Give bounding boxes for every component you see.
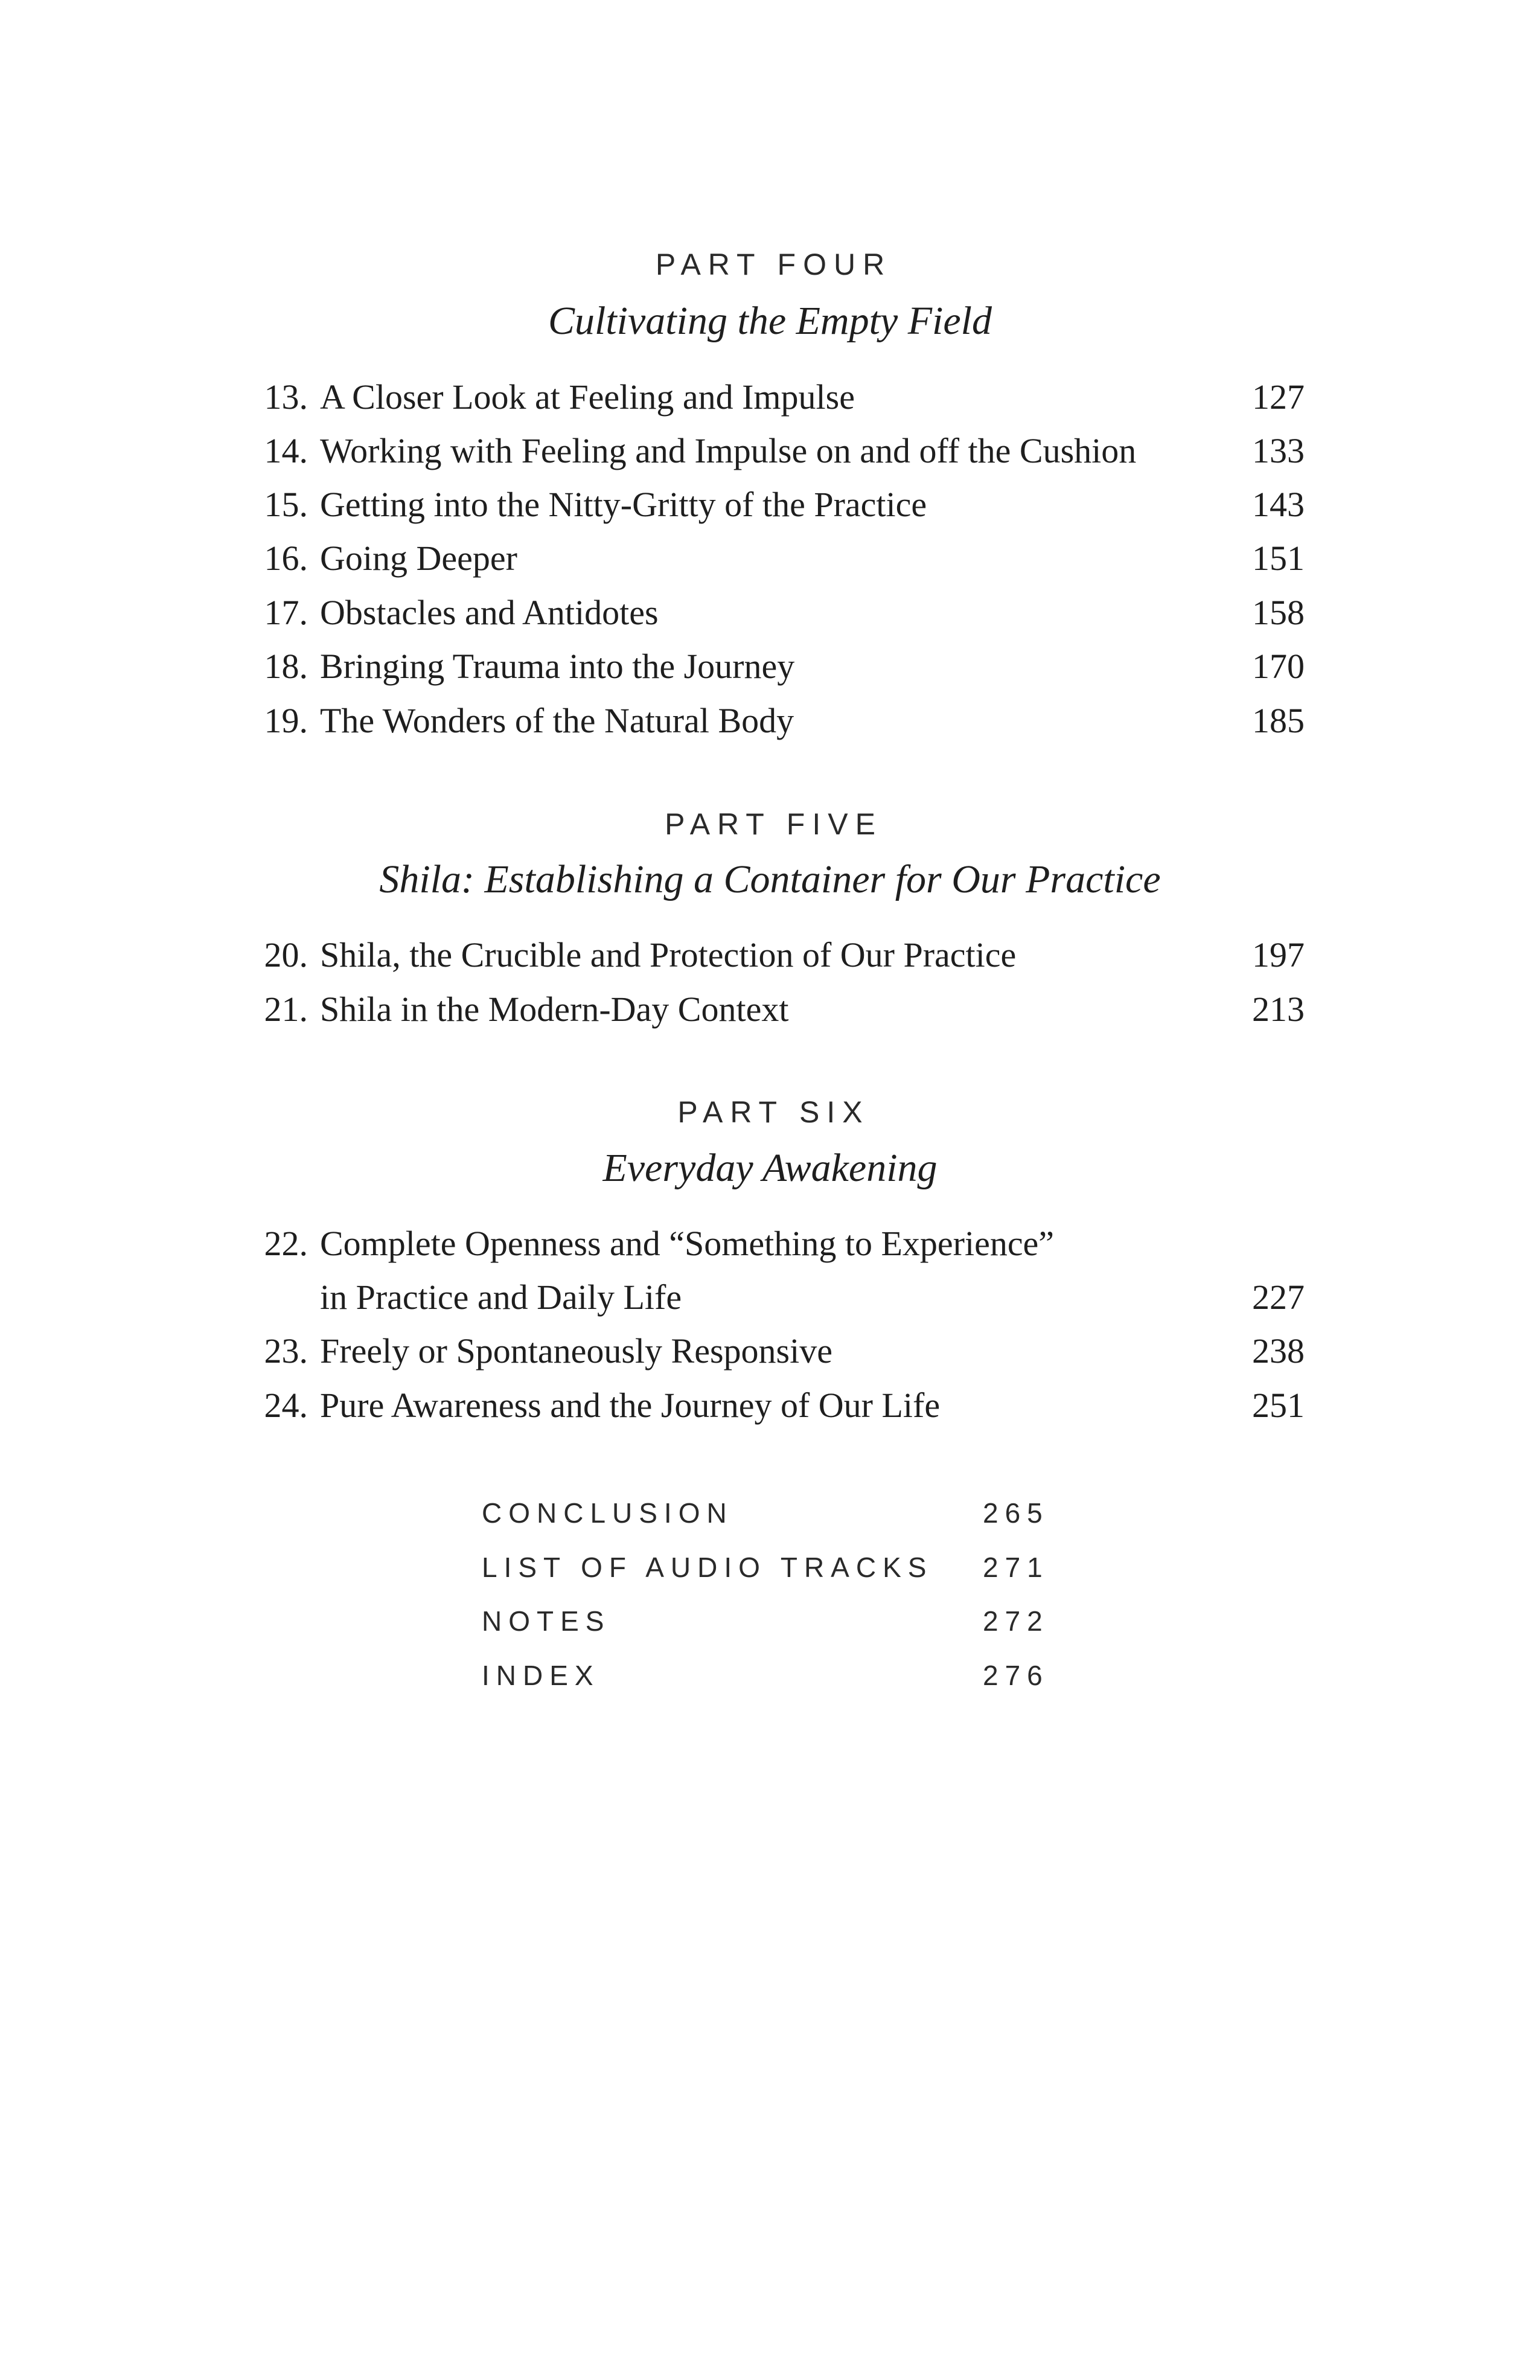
chapter-page-number: 158 [1252, 593, 1305, 632]
chapter-number: 20. [264, 935, 308, 974]
chapter-page-number: 227 [1252, 1278, 1305, 1317]
chapter-page-number: 251 [1252, 1386, 1305, 1425]
back-matter-label: NOTES [482, 1605, 611, 1637]
chapter-number: 14. [264, 431, 308, 470]
chapter-title: A Closer Look at Feeling and Impulse [320, 377, 855, 417]
toc-entry[interactable] [0, 589, 1540, 637]
part-six-label: PART SIX [677, 1095, 870, 1129]
chapter-page-number: 151 [1252, 539, 1305, 578]
chapter-number: 13. [264, 377, 308, 417]
back-matter-label: INDEX [482, 1660, 600, 1691]
toc-entry[interactable] [0, 642, 1540, 691]
chapter-title: The Wonders of the Natural Body [320, 701, 794, 740]
part-five-title: Shila: Establishing a Container for Our Practice [379, 857, 1161, 901]
chapter-title: Getting into the Nitty-Gritty of the Practice [320, 485, 927, 524]
toc-entry[interactable] [0, 697, 1540, 745]
chapter-title: Going Deeper [320, 539, 517, 578]
chapter-page-number: 127 [1252, 377, 1305, 417]
chapter-title: Freely or Spontaneously Responsive [320, 1331, 832, 1371]
part-four-title: Cultivating the Empty Field [548, 299, 992, 343]
toc-entry[interactable] [0, 427, 1540, 475]
chapter-number: 18. [264, 647, 308, 686]
chapter-title: Complete Openness and “Something to Experience” [320, 1224, 1055, 1263]
part-five-label: PART FIVE [665, 807, 883, 841]
chapter-page-number: 197 [1252, 935, 1305, 974]
chapter-title: Shila, the Crucible and Protection of Our Practice [320, 935, 1017, 974]
toc-entry[interactable] [0, 481, 1540, 529]
chapter-number: 16. [264, 539, 308, 578]
back-matter-label: CONCLUSION [482, 1497, 733, 1529]
toc-entry[interactable] [0, 534, 1540, 583]
chapter-title: Obstacles and Antidotes [320, 593, 659, 632]
chapter-page-number: 213 [1252, 990, 1305, 1029]
chapter-number: 15. [264, 485, 308, 524]
back-matter-page: 276 [983, 1660, 1049, 1691]
toc-entry[interactable] [0, 1327, 1540, 1375]
back-matter-label: LIST OF AUDIO TRACKS [482, 1552, 933, 1583]
chapter-page-number: 170 [1252, 647, 1305, 686]
part-four-label: PART FOUR [655, 248, 892, 281]
back-matter-page: 271 [983, 1552, 1049, 1583]
chapter-title: Bringing Trauma into the Journey [320, 647, 795, 686]
chapter-number: 17. [264, 593, 308, 632]
toc-entry-continuation[interactable] [0, 1273, 1540, 1322]
back-matter-entry[interactable] [0, 1546, 1540, 1588]
toc-entry[interactable] [0, 1220, 1540, 1268]
back-matter-entry[interactable] [0, 1654, 1540, 1697]
back-matter-entry[interactable] [0, 1600, 1540, 1642]
chapter-number: 24. [264, 1386, 308, 1425]
chapter-number: 23. [264, 1331, 308, 1371]
back-matter-page: 265 [983, 1497, 1049, 1529]
chapter-page-number: 133 [1252, 431, 1305, 470]
toc-entry[interactable] [0, 985, 1540, 1034]
chapter-title: Shila in the Modern-Day Context [320, 990, 789, 1029]
chapter-number: 21. [264, 990, 308, 1029]
back-matter-page: 272 [983, 1605, 1049, 1637]
toc-entry[interactable] [0, 373, 1540, 421]
part-six-title: Everyday Awakening [602, 1146, 938, 1190]
chapter-title: Working with Feeling and Impulse on and off the Cushion [320, 431, 1137, 470]
chapter-title-continued: in Practice and Daily Life [320, 1278, 682, 1317]
chapter-number: 19. [264, 701, 308, 740]
toc-entry[interactable] [0, 1381, 1540, 1430]
toc-entry[interactable] [0, 931, 1540, 979]
chapter-page-number: 185 [1252, 701, 1305, 740]
chapter-page-number: 238 [1252, 1331, 1305, 1371]
chapter-number: 22. [264, 1224, 308, 1263]
chapter-title: Pure Awareness and the Journey of Our Life [320, 1386, 941, 1425]
back-matter-entry[interactable] [0, 1492, 1540, 1534]
chapter-page-number: 143 [1252, 485, 1305, 524]
